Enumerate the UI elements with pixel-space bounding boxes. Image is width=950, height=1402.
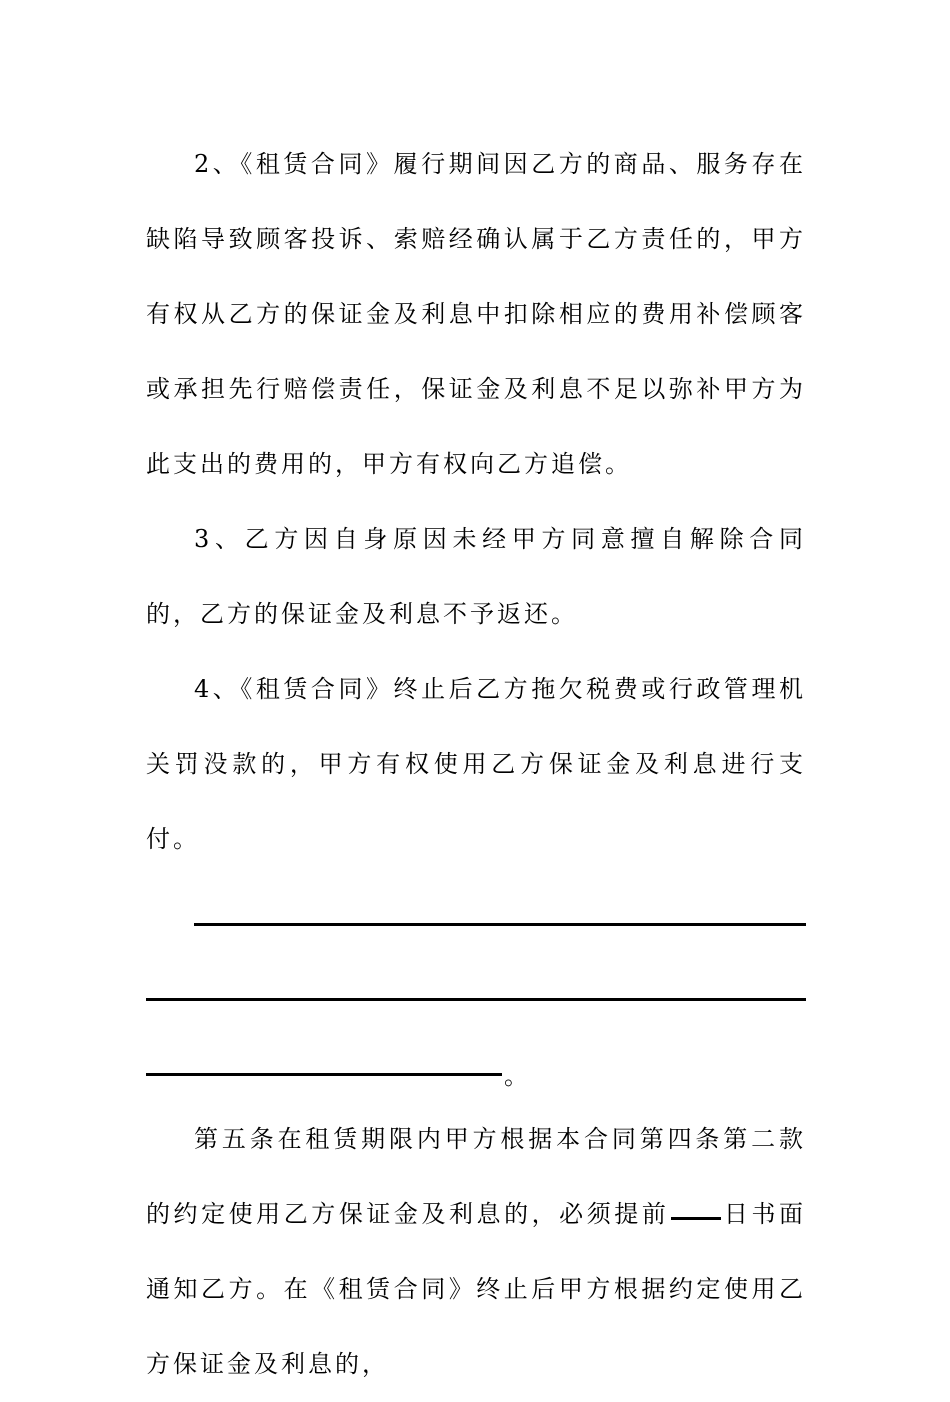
fill-in-blank-lines bbox=[146, 877, 806, 1102]
blank-line-2 bbox=[146, 952, 806, 1027]
clause-2-paragraph: 2、《租赁合同》履行期间因乙方的商品、服务存在缺陷导致顾客投诉、索赔经确认属于乙方责任的，甲方有权从乙方的保证金及利息中扣除相应的费用补偿顾客或承担先行赔偿责任，保证金及利息不足以弥补甲方为此支出的费用的，甲方有权向乙方追偿。 bbox=[146, 150, 806, 478]
clause-3-paragraph: 3、乙方因自身原因未经甲方同意擅自解除合同的，乙方的保证金及利息不予返还。 bbox=[146, 525, 806, 628]
blank-underline bbox=[146, 998, 806, 1001]
days-blank-underline bbox=[671, 1217, 721, 1220]
clause-4-paragraph: 4、《租赁合同》终止后乙方拖欠税费或行政管理机关罚没款的，甲方有权使用乙方保证金及利息进行支付。 bbox=[146, 675, 806, 853]
blank-line-3 bbox=[146, 1027, 806, 1102]
blank-underline bbox=[146, 1073, 502, 1076]
blank-end-punctuation: 。 bbox=[504, 1062, 528, 1090]
article-5-paragraph bbox=[146, 1102, 806, 1402]
blank-line-1 bbox=[146, 877, 806, 952]
document-body bbox=[146, 127, 806, 1402]
blank-underline bbox=[194, 923, 806, 926]
article-5-text-before-blank: 第五条在租赁期限内甲方根据本合同第四条第二款的约定使用乙方保证金及利息的，必须提前 bbox=[146, 1125, 806, 1228]
article-5-text-after-blank: 日书面通知乙方。在《租赁合同》终止后甲方根据约定使用乙方保证金及利息的， bbox=[146, 1200, 807, 1378]
